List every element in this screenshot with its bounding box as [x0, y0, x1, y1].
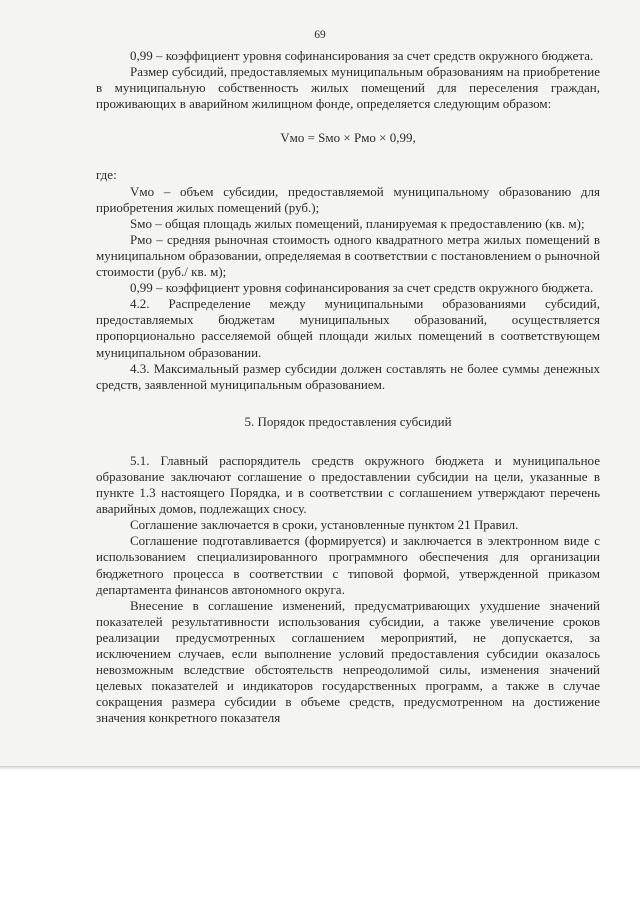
definition-coefficient: 0,99 – коэффициент уровня софинансирования за счет средств окружного бюджета.: [130, 280, 594, 296]
where-label: где:: [96, 167, 117, 183]
definition-p: Рмо – средняя рыночная стоимость одного квадратного метра жилых помещений в муниципальном образовании, определяемая в соответствии с постановлением о рыночной стоимости (руб./ кв. м);: [96, 231, 600, 280]
paragraph-4-3: 4.3. Максимальный размер субсидии должен составлять не более суммы денежных средств, заявленной муниципальным образованием.: [96, 360, 600, 392]
paragraph-agreement-changes: Внесение в соглашение изменений, предусматривающих ухудшение значений показателей результативности использования субсидии, а также увеличение сроков реализации предусмотренных соглашением мероприятий, не допускается, за исключением случаев, если выполнение условий предоставления субсидии оказалось невозможным вследствие обстоятельств непреодолимой силы, изменения значений целевых показателей и индикаторов государственных программ, а также в случае сокращения размера субсидии в объеме средств, предусмотренном на достижение значения конкретного показателя: [96, 597, 600, 726]
page-number: 69: [314, 29, 326, 41]
definition-s: Sмо – общая площадь жилых помещений, планируемая к предоставлению (кв. м);: [130, 215, 585, 231]
paragraph-subsidy-size: Размер субсидий, предоставляемых муниципальным образованиям на приобретение в муниципальную собственность жилых помещений для переселения граждан, проживающих в аварийном жилищном фонде, определяется следующим образом:: [96, 64, 600, 112]
paragraph-4-2: 4.2. Распределение между муниципальными образованиями субсидий, предоставляемых бюджетам муниципальных образований, осуществляется пропорционально расселяемой общей площади жилых помещений в соответствующем муниципальном образовании.: [96, 296, 600, 360]
paragraph-agreement-terms: Соглашение заключается в сроки, установленные пунктом 21 Правил.: [130, 517, 519, 533]
page-edge-shadow: [0, 766, 640, 770]
document-body: [96, 48, 600, 726]
definition-v: Vмо – объем субсидии, предоставляемой муниципальному образованию для приобретения жилых помещений (руб.);: [96, 183, 600, 215]
paragraph-5-1: 5.1. Главный распорядитель средств окружного бюджета и муниципальное образование заключают соглашение о предоставлении субсидии на цели, указанные в пункте 1.3 настоящего Порядка, и в соответствии с соглашением утверждают перечень аварийных домов, подлежащих сносу.: [96, 452, 600, 517]
paragraph-cofinancing-coefficient: 0,99 – коэффициент уровня софинансирования за счет средств окружного бюджета.: [130, 48, 594, 63]
paragraph-agreement-electronic: Соглашение подготавливается (формируется) и заключается в электронном виде с использованием специализированного программного обеспечения для организации бюджетного процесса в соответствии с типовой формой, утвержденной приказом департамента финансов автономного округа.: [96, 533, 600, 597]
subsidy-formula: Vмо = Sмо × Рмо × 0,99,: [280, 130, 416, 146]
section-heading: 5. Порядок предоставления субсидий: [244, 413, 452, 429]
